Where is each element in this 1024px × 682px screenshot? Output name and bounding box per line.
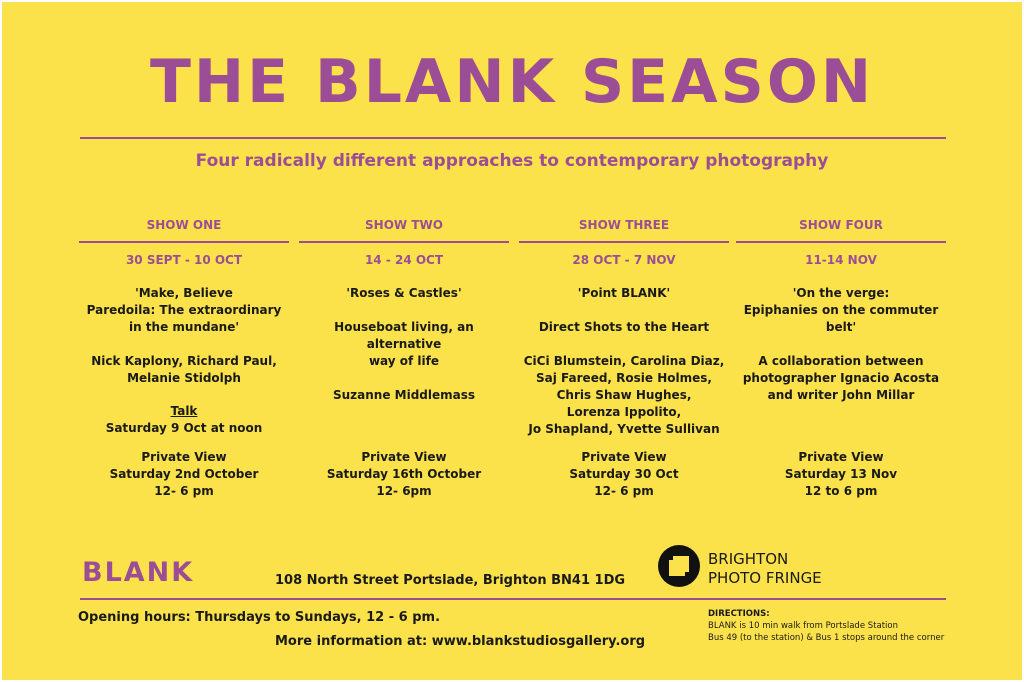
private-view-time: 12 to 6 pm [804, 484, 878, 498]
desc-line: 'Point BLANK' [577, 286, 671, 300]
show-heading: SHOW FOUR [799, 218, 883, 232]
show-description [736, 285, 946, 404]
show-dates: 14 - 24 OCT [364, 253, 444, 267]
desc-line: Houseboat living, an alternative [334, 320, 474, 351]
private-view-date: Saturday 16th October [326, 467, 482, 481]
more-info-link[interactable]: More information at: www.blankstudiosgallery.org [275, 634, 646, 649]
desc-line: and writer John Millar [767, 388, 915, 402]
private-view-three [519, 449, 729, 500]
directions-heading: DIRECTIONS: [708, 609, 770, 619]
directions [708, 608, 944, 644]
desc-line: way of life [368, 354, 440, 368]
private-view-date: Saturday 30 Oct [569, 467, 679, 481]
private-view-date: Saturday 13 Nov [784, 467, 898, 481]
photo-fringe-logo-icon [658, 545, 700, 587]
photo-fringe-wordmark [708, 550, 822, 588]
show-heading: SHOW ONE [146, 218, 222, 232]
desc-line: CiCi Blumstein, Carolina Diaz, [523, 354, 725, 368]
page-title: THE BLANK SEASON [149, 47, 875, 117]
desc-line: Direct Shots to the Heart [538, 320, 710, 334]
show-four-column [736, 215, 946, 404]
show-heading: SHOW THREE [578, 218, 670, 232]
private-view-label: Private View [141, 450, 227, 464]
show-two-column [299, 215, 509, 404]
private-view-time: 12- 6 pm [154, 484, 214, 498]
private-view-time: 12- 6 pm [594, 484, 654, 498]
show-description [79, 285, 289, 437]
directions-line: Bus 49 (to the station) & Bus 1 stops around the corner [708, 633, 945, 643]
desc-line: photographer Ignacio Acosta [742, 371, 940, 385]
show-dates: 30 SEPT - 10 OCT [125, 253, 243, 267]
show-description [519, 285, 729, 438]
show-description [299, 285, 509, 404]
desc-line: Paredoila: The extraordinary [86, 303, 282, 317]
poster [2, 2, 1022, 680]
subtitle: Four radically different approaches to contemporary photography [195, 151, 829, 171]
private-view-date: Saturday 2nd October [109, 467, 259, 481]
desc-line: Jo Shapland, Yvette Sullivan [528, 422, 720, 436]
desc-line: 'Roses & Castles' [346, 286, 462, 300]
private-view-label: Private View [798, 450, 884, 464]
venue-address: 108 North Street Portslade, Brighton BN41 1DG [275, 573, 626, 588]
desc-line: Lorenza Ippolito, [566, 405, 682, 419]
desc-line: Saj Fareed, Rosie Holmes, [536, 371, 712, 385]
directions-line: BLANK is 10 min walk from Portslade Station [708, 621, 898, 631]
desc-line: 'Make, Believe [135, 286, 233, 300]
desc-line: Melanie Stidolph [127, 371, 241, 385]
desc-line: Nick Kaplony, Richard Paul, [91, 354, 277, 368]
opening-hours: Opening hours: Thursdays to Sundays, 12 - 6 pm. [78, 610, 441, 625]
footer-divider [80, 598, 946, 600]
show-divider [519, 241, 729, 243]
talk-time: Saturday 9 Oct at noon [105, 421, 263, 435]
private-view-one [79, 449, 289, 500]
private-view-two [299, 449, 509, 500]
desc-line: Epiphanies on the commuter belt' [743, 303, 939, 334]
fringe-line: PHOTO FRINGE [708, 569, 822, 587]
desc-line: A collaboration between [758, 354, 924, 368]
blank-logo: BLANK [82, 557, 195, 588]
desc-line: in the mundane' [128, 320, 240, 334]
private-view-label: Private View [361, 450, 447, 464]
private-view-label: Private View [581, 450, 667, 464]
show-divider [299, 241, 509, 243]
show-divider [79, 241, 289, 243]
show-dates: 28 OCT - 7 NOV [572, 253, 676, 267]
desc-line: Suzanne Middlemass [332, 388, 476, 402]
desc-line: 'On the verge: [792, 286, 890, 300]
show-three-column [519, 215, 729, 438]
private-view-four [736, 449, 946, 500]
show-heading: SHOW TWO [365, 218, 443, 232]
private-view-time: 12- 6pm [376, 484, 432, 498]
show-one-column [79, 215, 289, 437]
desc-line: Chris Shaw Hughes, [556, 388, 692, 402]
title-divider [80, 137, 946, 139]
fringe-line: BRIGHTON [708, 550, 789, 568]
show-divider [736, 241, 946, 243]
talk-label: Talk [170, 404, 198, 418]
show-dates: 11-14 NOV [805, 253, 877, 267]
